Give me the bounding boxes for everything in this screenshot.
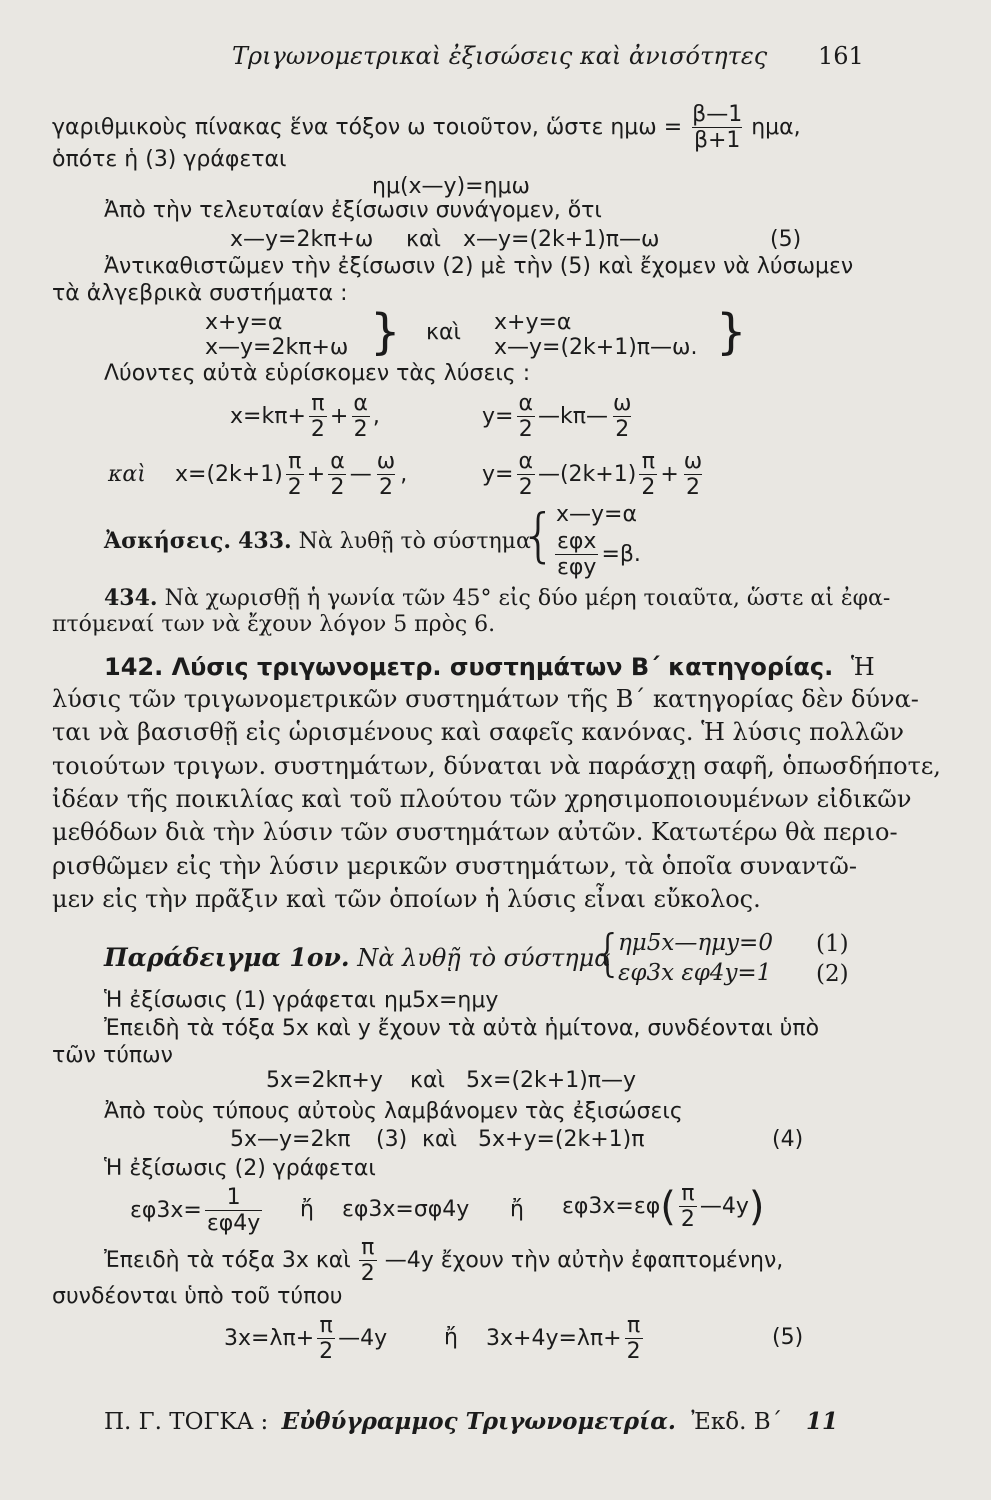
example-eq-6a-num: (3): [376, 1127, 408, 1152]
frac-num: ω: [612, 391, 632, 416]
text-line-3: Ἀπὸ τὴν τελευταίαν ἐξίσωσιν συνάγομεν, ὅτι: [104, 198, 602, 223]
exercise-433: [104, 528, 531, 554]
example-line-7: Ἡ ἐξίσωσις (2) γράφεται: [104, 1156, 376, 1181]
example-sys-eq-a-num: (1): [816, 931, 849, 957]
word-and-systems: καὶ: [426, 320, 461, 345]
equation-xy-1: x—y=2kπ+ω: [230, 227, 374, 252]
frac-den: 2: [518, 417, 533, 443]
equation-sine: ημ(x—y)=ημω: [372, 174, 530, 199]
text-line-1: [52, 103, 801, 152]
fraction-pi-2: [625, 1314, 643, 1363]
plus-sign: +: [660, 462, 679, 488]
solution-2-y: [482, 450, 707, 499]
frac-num: α: [518, 391, 533, 416]
frac-den: 2: [353, 417, 368, 443]
example-eq-11a: [224, 1314, 387, 1363]
example-sys-eq-a: ημ5x—ημy=0: [618, 930, 773, 956]
example-eq-6a: 5x—y=2kπ: [230, 1127, 351, 1152]
eq-11a-mid: —4y: [338, 1326, 388, 1352]
frac-den: 2: [518, 475, 533, 501]
example-eq-8a: [130, 1186, 265, 1235]
frac-den: 2: [330, 475, 345, 501]
line-1-end: ημα,: [751, 115, 801, 141]
plus-sign: +: [329, 404, 349, 430]
fraction-omega-2: [611, 392, 633, 441]
word-and-solution: καὶ: [108, 462, 146, 487]
example-eq-11-num: (5): [772, 1325, 804, 1350]
fraction-beta: [690, 103, 744, 152]
example-eq-6b-num: (4): [772, 1127, 804, 1152]
example-eq-8-or-1: ἤ: [300, 1197, 314, 1222]
fraction-pi-2: [309, 392, 327, 441]
frac-den: 2: [310, 417, 325, 443]
example-eq-6-and: καὶ: [422, 1127, 457, 1152]
frac-num: π: [319, 1313, 333, 1338]
frac-den: εφy: [557, 555, 597, 581]
example-line-9: [104, 1236, 783, 1285]
word-and: καὶ: [406, 227, 441, 252]
solution-1-x: [230, 392, 380, 441]
footer-book-title: Εὐθύγραμμος Τριγωνομετρία.: [281, 1408, 676, 1435]
example-line-3: τῶν τύπων: [52, 1043, 173, 1068]
eq-11b-prefix: 3x+4y=λπ+: [486, 1326, 622, 1352]
eq-8c-tail: —4y: [699, 1194, 749, 1220]
example-line-2: Ἐπειδὴ τὰ τόξα 5x καὶ y ἔχουν τὰ αὐτὰ ἡμίτονα, συνδέονται ὑπὸ: [104, 1016, 820, 1041]
example-line-1: Ἡ ἐξίσωσις (1) γράφεται: [104, 988, 376, 1013]
paragraph-line-3: τοιούτων τριγων. συστημάτων, δύναται νὰ παράσχῃ σαφῆ, ὁπωσδήποτε,: [52, 752, 941, 780]
exercise-433-text: Νὰ λυθῇ τὸ σύστημα: [298, 529, 531, 554]
example-eq-4a: 5x=2kπ+y: [266, 1068, 383, 1093]
sol2-y-prefix: y=: [482, 462, 514, 488]
frac-den: 2: [680, 1207, 695, 1233]
example-eq-8b: εφ3x=σφ4y: [342, 1197, 470, 1222]
frac-num: π: [311, 391, 325, 416]
system-1-eq-a: x+y=α: [205, 310, 283, 335]
frac-num: π: [288, 449, 302, 474]
frac-den: 2: [287, 475, 302, 501]
example-label: Παράδειγμα 1ον.: [104, 943, 350, 972]
example-line-1-eq: ημ5x=ημy: [384, 988, 499, 1013]
exercise-434-line-2: πτόμεναί των νὰ ἔχουν λόγον 5 πρὸς 6.: [52, 612, 496, 637]
sol2-x-prefix: x=(2k+1): [175, 462, 283, 488]
frac-den: 2: [615, 417, 630, 443]
frac-num: 1: [226, 1185, 241, 1210]
system-2: [494, 310, 697, 360]
minus-sign: —: [349, 462, 372, 488]
example-eq-4b: 5x=(2k+1)π—y: [466, 1068, 637, 1093]
footer-signature: 11: [806, 1408, 839, 1435]
fraction-numerator: β—1: [692, 102, 743, 127]
paragraph-line-1: λύσις τῶν τριγωνομετρικῶν συστημάτων τῆς Β΄ κατηγορίας δὲν δύνα-: [52, 685, 919, 713]
text-line-6: Λύοντες αὐτὰ εὑρίσκομεν τὰς λύσεις :: [104, 361, 531, 386]
solution-1-y: [482, 392, 636, 441]
left-paren: (: [660, 1183, 676, 1230]
footer-line: [104, 1408, 782, 1435]
fraction-omega-2: [375, 450, 397, 499]
frac-num: π: [641, 449, 655, 474]
fraction-pi-2: [359, 1236, 377, 1285]
example-eq-8c: [562, 1182, 765, 1231]
example-heading: [104, 943, 610, 972]
fraction-tan: [555, 530, 598, 579]
system-2-eq-a: x+y=α: [494, 310, 572, 335]
exercise-433-number: 433.: [238, 528, 292, 554]
fraction-denominator: β+1: [693, 128, 741, 154]
line-9-prefix: Ἐπειδὴ τὰ τόξα 3x καὶ: [104, 1248, 351, 1274]
example-eq-11b: [486, 1314, 646, 1363]
line-1-text: γαριθμικοὺς πίνακας ἕνα τόξον ω τοιοῦτον, ὥστε ημω =: [52, 115, 683, 141]
eq-8a-prefix: εφ3x=: [130, 1198, 202, 1224]
page-number: 161: [818, 42, 864, 70]
running-title: Τριγωνομετρικαὶ ἐξισώσεις καὶ ἀνισότητες: [232, 42, 768, 70]
paragraph-line-7: μεν εἰς τὴν πρᾶξιν καὶ τῶν ὁποίων ἡ λύσις εἶναι εὔκολος.: [52, 885, 761, 913]
footer-edition: Ἐκδ. Β΄: [691, 1409, 783, 1435]
frac-den: 2: [626, 1339, 641, 1365]
frac-den: 2: [641, 475, 656, 501]
system-1-eq-b: x—y=2kπ+ω: [205, 335, 349, 360]
example-text: Νὰ λυθῇ τὸ σύστημα: [357, 944, 611, 972]
example-line-5: Ἀπὸ τοὺς τύπους αὐτοὺς λαμβάνομεν τὰς ἐξισώσεις: [104, 1099, 683, 1124]
fraction-alpha-2: [351, 392, 370, 441]
fraction-pi-2: [317, 1314, 335, 1363]
fraction-pi-2: [286, 450, 304, 499]
example-eq-4-and: καὶ: [410, 1068, 445, 1093]
text-line-2: ὁπότε ἡ (3) γράφεται: [52, 147, 287, 172]
frac-num: ω: [376, 449, 396, 474]
sol1-y-mid: —kπ—: [537, 404, 608, 430]
left-brace: {: [520, 501, 557, 569]
exercise-sys-eq-rhs: =β.: [601, 542, 641, 568]
solution-2-x: [175, 450, 407, 499]
section-heading-line: [104, 653, 875, 681]
equation-xy-2: x—y=(2k+1)π—ω: [463, 227, 660, 252]
example-sys-eq-b-num: (2): [816, 961, 849, 987]
exercise-434-line-1: [104, 585, 890, 611]
exercise-sys-eq-a: x—y=α: [556, 502, 637, 527]
frac-den: εφ4y: [206, 1211, 261, 1237]
system-1: [205, 310, 348, 360]
frac-den: 2: [319, 1339, 334, 1365]
frac-num: π: [361, 1235, 375, 1260]
fraction-pi-2: [679, 1182, 697, 1231]
right-brace: }: [370, 304, 401, 360]
plus-sign: +: [306, 462, 326, 488]
exercise-sys-eq-b: [552, 530, 641, 579]
text-line-5: τὰ ἀλγεβρικὰ συστήματα :: [52, 281, 348, 306]
footer-author: Π. Γ. ΤΟΓΚΑ :: [104, 1409, 269, 1435]
example-eq-8-or-2: ἤ: [510, 1197, 524, 1222]
paragraph-line-2: ται νὰ βασισθῇ εἰς ὡρισμένους καὶ σαφεῖς κανόνας. Ἡ λύσις πολλῶν: [52, 718, 904, 746]
example-left-brace: {: [592, 924, 624, 982]
example-line-10: συνδέονται ὑπὸ τοῦ τύπου: [52, 1284, 343, 1309]
frac-den: 2: [685, 475, 700, 501]
example-eq-11-or: ἤ: [444, 1325, 458, 1350]
fraction-alpha-2: [328, 450, 347, 499]
frac-num: π: [626, 1313, 641, 1338]
frac-num: α: [518, 449, 533, 474]
exercise-434-text-1: Νὰ χωρισθῇ ἡ γωνία τῶν 45° εἰς δύο μέρη τοιαῦτα, ὥστε αἱ ἐφα-: [164, 586, 891, 611]
sol1-x-prefix: x=kπ+: [230, 404, 306, 430]
frac-num: εφx: [557, 529, 597, 554]
fraction-1-tan4y: [205, 1186, 262, 1235]
frac-num: α: [330, 449, 345, 474]
section-heading-tail: Ἡ: [850, 653, 875, 681]
paragraph-line-5: μεθόδων διὰ τὴν λύσιν τῶν συστημάτων αὐτῶν. Κατωτέρω θὰ περιο-: [52, 818, 898, 846]
eq-8c-prefix: εφ3x=εφ: [562, 1194, 661, 1220]
comma: ,: [372, 404, 380, 430]
paragraph-line-6: ρισθῶμεν εἰς τὴν λύσιν μερικῶν συστημάτων, τὰ ὁποῖα συναντῶ-: [52, 852, 857, 880]
frac-den: 2: [360, 1261, 375, 1287]
paragraph-line-4: ἰδέαν τῆς ποικιλίας καὶ τοῦ πλούτου τῶν χρησιμοποιουμένων εἰδικῶν: [52, 785, 912, 813]
example-eq-6b: 5x+y=(2k+1)π: [478, 1127, 645, 1152]
section-heading: 142. Λύσις τριγωνομετρ. συστημάτων Β΄ κατηγορίας.: [104, 653, 834, 681]
frac-num: ω: [683, 449, 703, 474]
comma: ,: [400, 462, 408, 488]
system-2-eq-b: x—y=(2k+1)π—ω.: [494, 335, 698, 360]
sol2-y-mid: —(2k+1): [537, 462, 637, 488]
fraction-alpha-2: [516, 450, 535, 499]
frac-den: 2: [378, 475, 393, 501]
equation-label-5: (5): [770, 227, 802, 252]
exercise-434-number: 434.: [104, 585, 158, 611]
fraction-omega-2: [682, 450, 704, 499]
frac-num: π: [681, 1181, 695, 1206]
fraction-alpha-2: [516, 392, 535, 441]
right-brace-2: }: [716, 304, 747, 360]
sol1-y-prefix: y=: [482, 404, 514, 430]
frac-num: α: [353, 391, 368, 416]
example-sys-eq-b: εφ3x εφ4y=1: [618, 960, 772, 986]
right-paren: ): [748, 1183, 765, 1230]
fraction-pi-2: [639, 450, 657, 499]
line-9-suffix: —4y ἔχουν τὴν αὐτὴν ἐφαπτομένην,: [384, 1248, 784, 1274]
eq-11a-prefix: 3x=λπ+: [224, 1326, 315, 1352]
text-line-4: Ἀντικαθιστῶμεν τὴν ἐξίσωσιν (2) μὲ τὴν (5) καὶ ἔχομεν νὰ λύσωμεν: [104, 254, 854, 279]
exercises-label: Ἀσκήσεις.: [104, 528, 232, 554]
